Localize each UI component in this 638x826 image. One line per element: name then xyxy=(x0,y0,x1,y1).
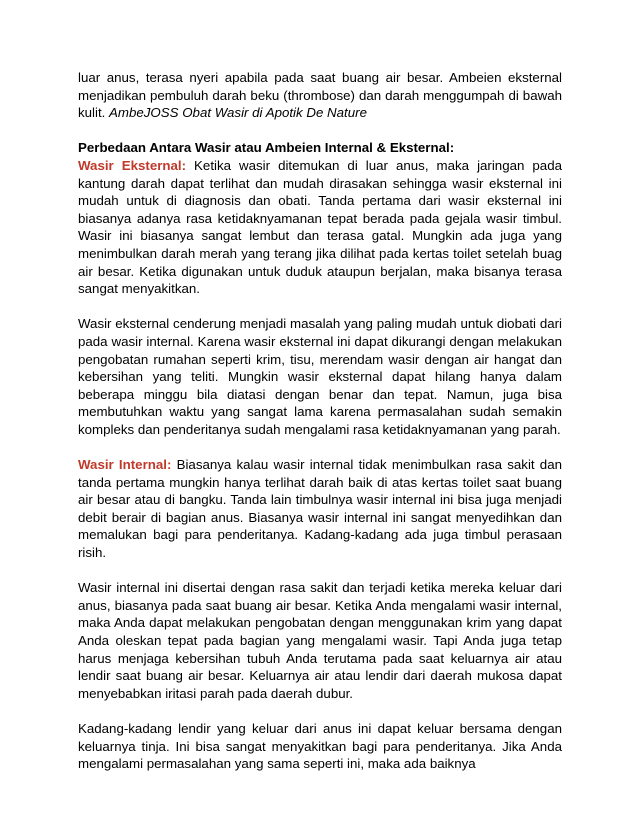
product-reference-text: AmbeJOSS Obat Wasir di Apotik De Nature xyxy=(109,105,367,121)
document-page xyxy=(78,69,562,773)
section-heading: Perbedaan Antara Wasir atau Ambeien Internal & Eksternal: xyxy=(78,140,455,156)
paragraph-internal xyxy=(78,456,562,562)
paragraph-internal-text: Biasanya kalau wasir internal tidak menimbulkan rasa sakit dan tanda pertama mungkin hanya terlihat darah baik di atas kertas toilet saat buang air besar atau di bangku. Tanda lain timbulnya wasir internal ini bisa juga menjadi debit berair di bagian anus. Biasanya wasir internal ini sangat menyedihkan dan memalukan bagi para penderitanya. Kadang-kadang ada juga timbul perasaan risih. xyxy=(78,457,562,561)
internal-hemorrhoid-label: Wasir Internal: xyxy=(78,457,172,473)
external-hemorrhoid-label: Wasir Eksternal: xyxy=(78,157,187,173)
paragraph-intro-text: luar anus, terasa nyeri apabila pada saat buang air besar. Ambeien eksternal menjadikan pembuluh darah beku (thrombose) dan darah menggumpah di bawah kulit. xyxy=(78,70,562,121)
paragraph-external xyxy=(78,157,562,298)
paragraph-internal-treatment: Wasir internal ini disertai dengan rasa sakit dan terjadi ketika mereka keluar dari anus, biasanya pada saat buang air besar. Ketika Anda mengalami wasir internal, maka Anda dapat melakukan pengobatan dengan menggunakan krim yang dapat Anda oleskan tepat pada bagian yang mengalami wasir. Tapi Anda juga tetap harus menjaga kebersihan tubuh Anda terutama pada saat keluarnya air atau lendir saat buang air besar. Keluarnya air atau lendir dari daerah mukosa dapat menyebabkan iritasi parah pada daerah dubur. xyxy=(78,580,562,701)
paragraph-external-treatment: Wasir eksternal cenderung menjadi masalah yang paling mudah untuk diobati dari pada wasir internal. Karena wasir eksternal ini dapat dikurangi dengan melakukan pengobatan rumahan seperti krim, tisu, merendam wasir dengan air hangat dan kebersihan yang teliti. Mungkin wasir eksternal dapat hilang hanya dalam beberapa minggu bila diatasi dengan benar dan tepat. Namun, juga bisa membutuhkan waktu yang sangat lama karena permasalahan sudah semakin kompleks dan penderitanya sudah mengalami rasa ketidaknyamanan yang parah. xyxy=(78,316,562,437)
paragraph-mucus: Kadang-kadang lendir yang keluar dari anus ini dapat keluar bersama dengan keluarnya tinja. Ini bisa sangat menyakitkan bagi para penderitanya. Jika Anda mengalami permasalahan yang sama seperti ini, maka ada baiknya xyxy=(78,720,562,772)
paragraph-external-text: Ketika wasir ditemukan di luar anus, maka jaringan pada kantung darah dapat terlihat dan mudah dirasakan sehingga wasir eksternal ini mudah untuk di diagnosis dan obati. Tanda pertama dari wasir eksternal ini biasanya adanya rasa ketidaknyamanan tepat berada pada gejala wasir timbul. Wasir ini biasanya sangat lembut dan terasa gatal. Mungkin ada juga yang menimbulkan darah merah yang terang jika dilihat pada kertas toilet setelah buag air besar. Ketika digunakan untuk duduk ataupun berjalan, maka bisanya terasa sangat menyakitkan. xyxy=(78,157,562,297)
paragraph-intro xyxy=(78,69,562,122)
